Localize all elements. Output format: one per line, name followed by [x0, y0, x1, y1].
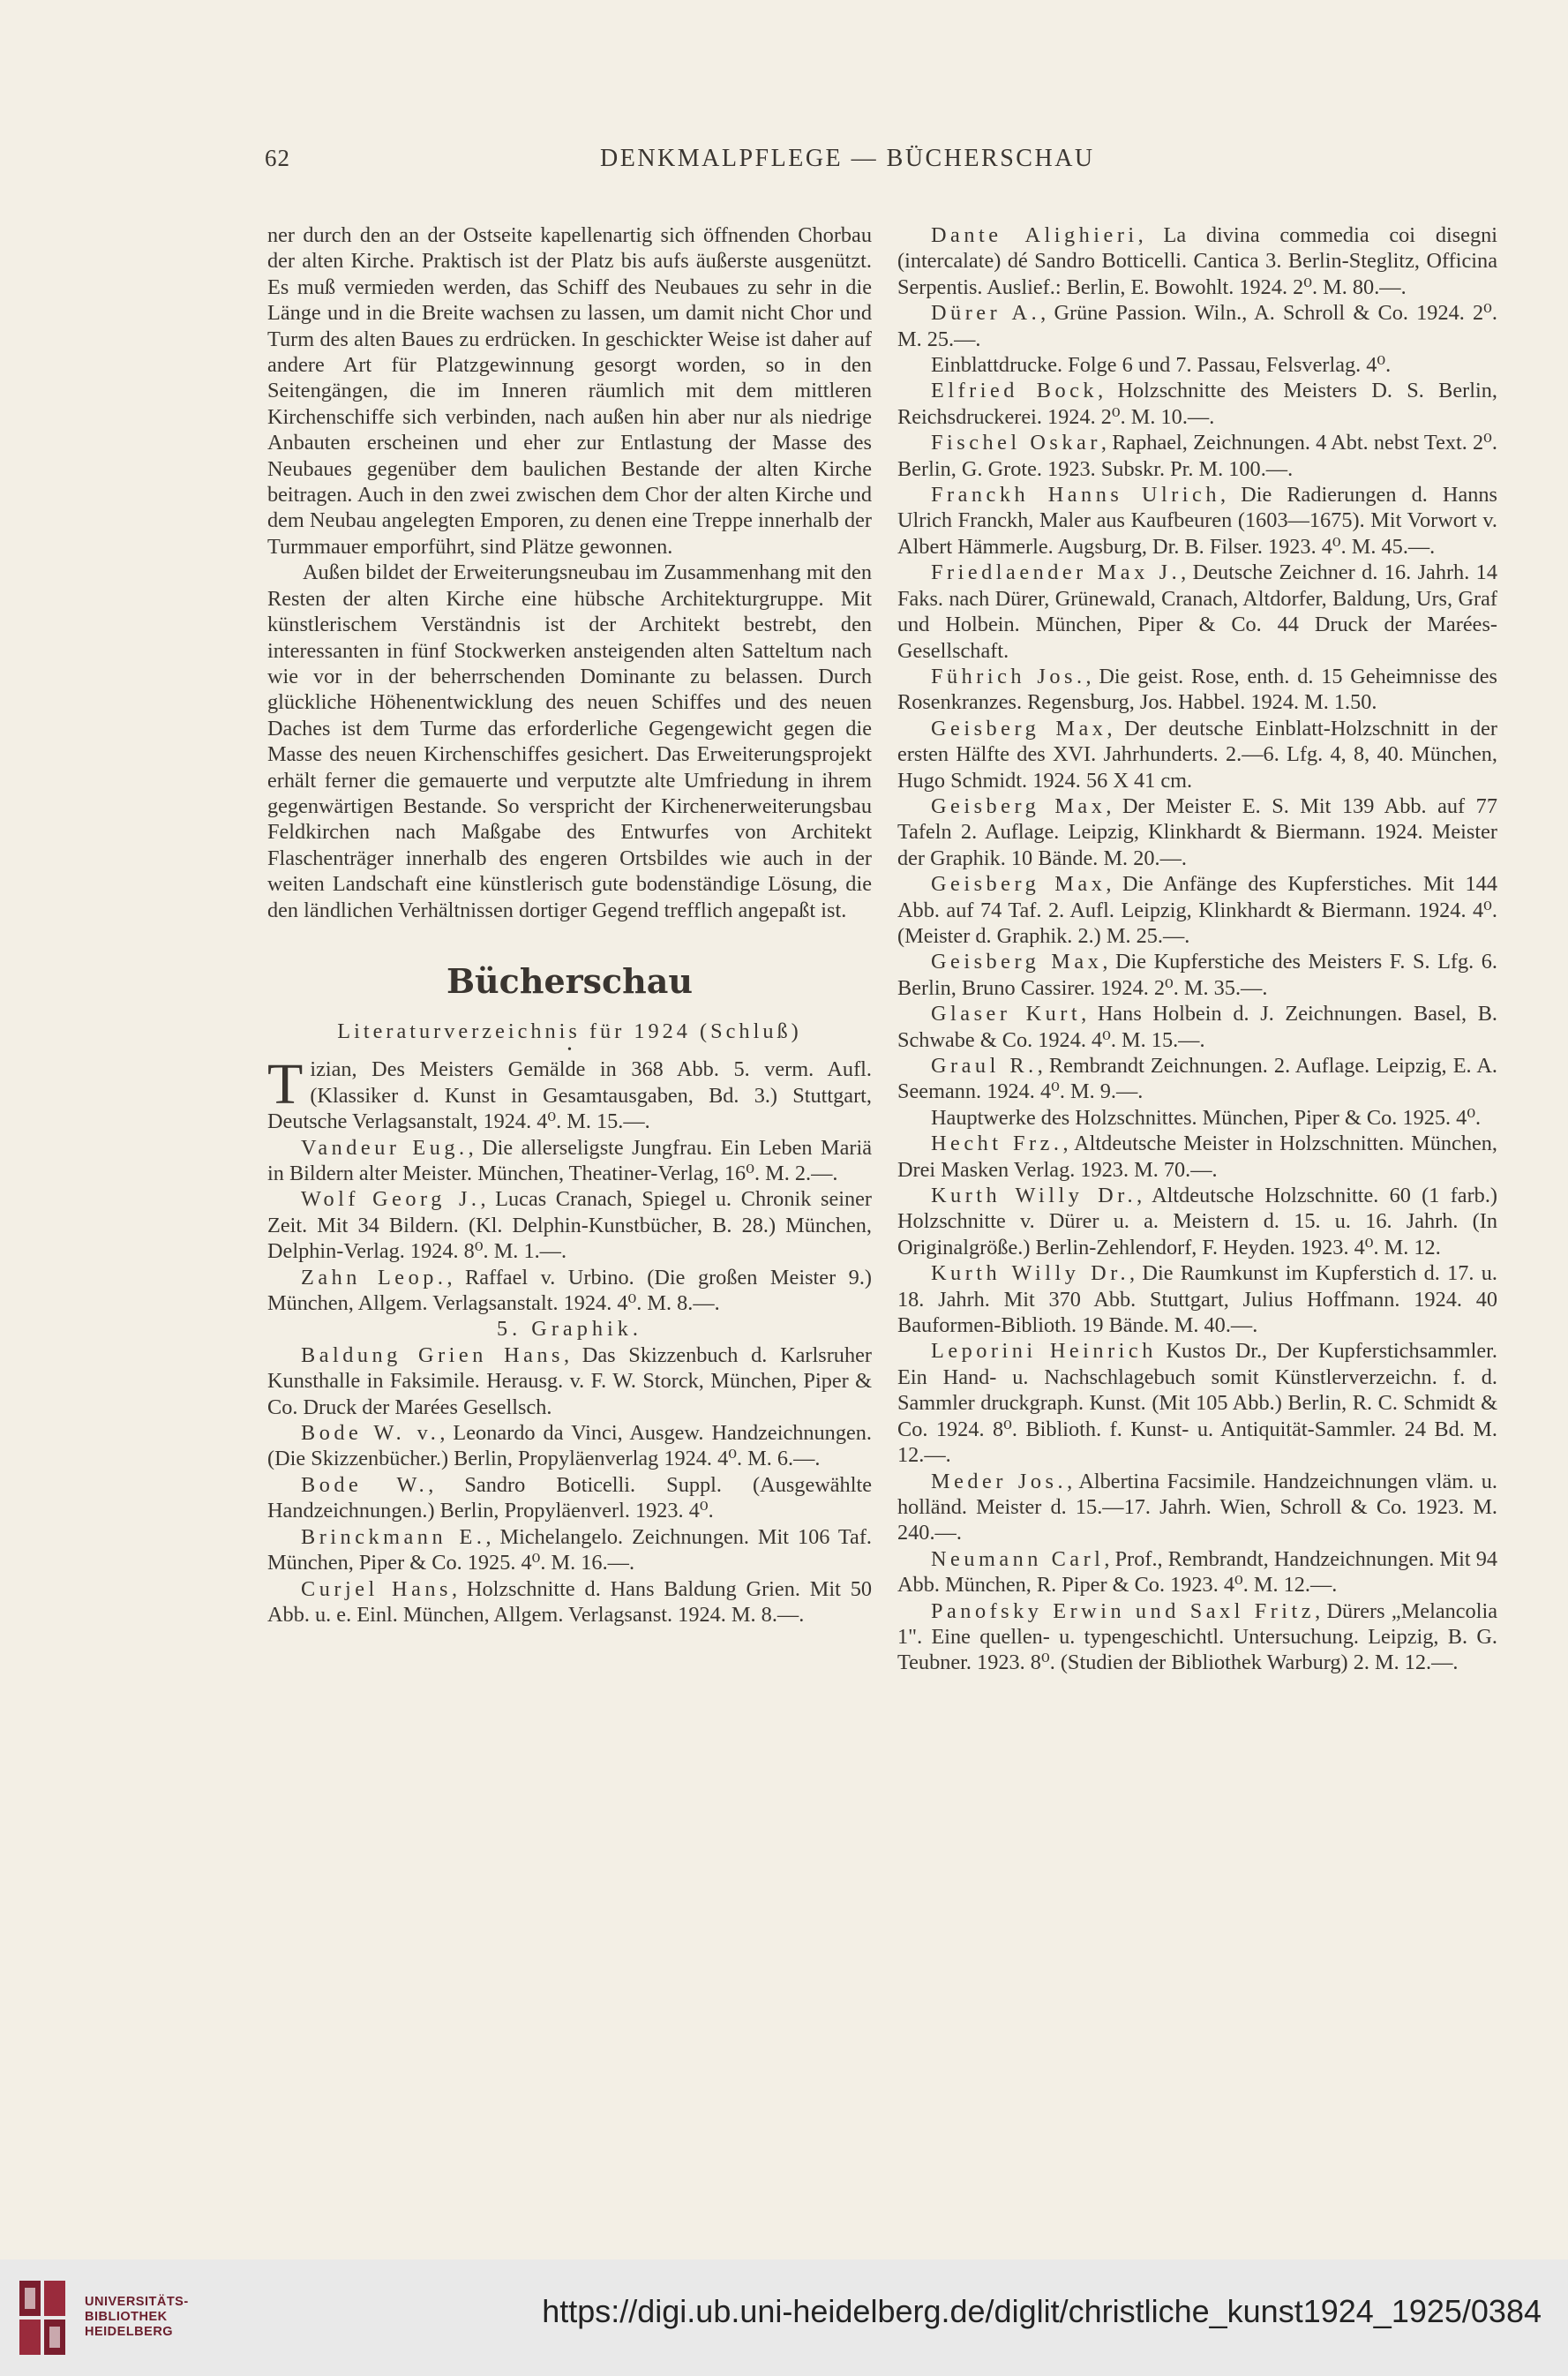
section-5-title: 5. Graphik.	[497, 1317, 642, 1342]
entry-text: , Das Skizzenbuch d. Karlsruher Kunsthalle in Faksimile. Herausg. v. F. W. Storck, München, Piper & Co. Druck der Marées Gesellsch.	[267, 1342, 872, 1419]
entry-author: Geisberg Max	[931, 872, 1107, 897]
entry-author: Hecht Frz.	[931, 1132, 1063, 1156]
bibliography-entry	[897, 1183, 1497, 1260]
bibliography-entry	[897, 352, 1497, 378]
entry-text: Einblattdrucke. Folge 6 und 7. Passau, Felsverlag. 4⁰.	[931, 353, 1392, 378]
bibliography-entry	[267, 1420, 872, 1472]
bibliography-entry	[897, 716, 1497, 793]
entry-author: Baldung Grien Hans	[301, 1342, 565, 1367]
bibliography-entry	[897, 1131, 1497, 1183]
entry-text: , Die Raumkunst im Kupferstich d. 17. u. 18. Jahrh. Mit 370 Abb. Stuttgart, Julius Hoffmann. 1924. 40 Bauformen-Biblioth. 19 Bände. M. 40.—.	[897, 1261, 1498, 1338]
bibliography-entry	[897, 664, 1497, 716]
entry-author: Franckh Hanns Ulrich	[931, 483, 1220, 508]
entry-text: , Die allerseligste Jungfrau. Ein Leben Mariä in Bildern alter Meister. München, Theatiner-Verlag, 16⁰. M. 2.—.	[267, 1135, 872, 1185]
entry-text: , Die geist. Rose, enth. d. 15 Geheimnisse des Rosenkranzes. Regensburg, Jos. Habbel. 1924. M. 1.50.	[897, 664, 1497, 715]
entry-text: , Raphael, Zeichnungen. 4 Abt. nebst Text. 2⁰. Berlin, G. Grote. 1923. Subskr. Pr. M. 100.—.	[897, 431, 1497, 481]
entry-author: Glaser Kurt	[931, 1002, 1082, 1026]
entry-text: , Sandro Boticelli. Suppl. (Ausgewählte Handzeichnungen.) Berlin, Propyläenverl. 1923. 4⁰.	[267, 1472, 872, 1523]
entry-author: Kurth Willy Dr.	[931, 1184, 1137, 1208]
entry-text: , Altdeutsche Meister in Holzschnitten. München, Drei Masken Verlag. 1923. M. 70.—.	[897, 1132, 1497, 1182]
entry-author: Panofsky Erwin und Saxl Fritz	[931, 1598, 1316, 1623]
bibliography-entry	[267, 1342, 872, 1420]
entry-author: Dante Alighieri	[931, 223, 1138, 247]
entry-text: , Der Meister E. S. Mit 139 Abb. auf 77 Tafeln 2. Auflage. Leipzig, Klinkhardt & Biermann. 1924. Meister der Graphik. 10 Bände. M. 20.—.	[897, 793, 1497, 870]
bibliography-entry	[897, 1001, 1497, 1053]
entry-text: , Albertina Facsimile. Handzeichnungen vläm. u. holländ. Meister d. 15.—17. Jahrh. Wien, Schroll & Co. 1923. M. 240.—.	[897, 1469, 1498, 1545]
entry-author: Wolf Georg J.	[301, 1187, 481, 1212]
entry-author: Curjel Hans	[301, 1576, 452, 1601]
entry-text: , Grüne Passion. Wiln., A. Schroll & Co. 1924. 2⁰. M. 25.—.	[897, 301, 1497, 351]
entry-author: Vandeur Eug.	[301, 1135, 469, 1160]
bibliography-entry	[267, 1576, 872, 1628]
page-number: 62	[265, 145, 290, 171]
entry-author: Meder Jos.	[931, 1469, 1068, 1493]
bibliography-entry	[897, 1338, 1497, 1468]
entry-text: , Dürers „Melancolia 1". Eine quellen- u. typengeschichtl. Untersuchung. Leipzig, B. G. Teubner. 1923. 8⁰. (Studien der Bibliothek Warburg) 2. M. 12.—.	[897, 1598, 1497, 1675]
bibliography-entry	[267, 1135, 872, 1187]
entry-text: , La divina commedia coi disegni (intercalate) dé Sandro Botticelli. Cantica 3. Berlin-Steglitz, Officina Serpentis. Auslief.: Berlin, E. Bowohlt. 1924. 2⁰. M. 80.—.	[897, 223, 1498, 299]
entry-text: Kustos Dr., Der Kupferstichsammler. Ein Hand- u. Nachschlagebuch somit Künstlerverzeichn. f. d. Sammler druckgraph. Kunst. (Mit 105 Abb.) Berlin, R. C. Schmidt & Co. 1924. 8⁰. Biblioth. f. Kunst- u. Antiquität-Sammler. 24 Bd. M. 12.—.	[897, 1339, 1497, 1468]
entry-author: Elfried Bock	[931, 379, 1099, 403]
entry-text: , Raffael v. Urbino. (Die großen Meister 9.) München, Allgem. Verlagsanstalt. 1924. 4⁰. M. 8.—.	[267, 1265, 872, 1316]
footer-bar	[0, 2259, 1568, 2376]
paragraph: Außen bildet der Erweiterungsneubau im Zusammenhang mit den Resten der alten Kirche eine hübsche Architekturgruppe. Mit künstlerischem Verständnis ist der Architekt bestrebt, den interessanten in fünf Stockwerken ansteigenden alten Satteltum nach wie vor in der beherrschenden Dominante zu belassen. Durch glückliche Höhenentwicklung des neuen Schiffes und des neuen Daches ist dem Turme das erforderliche Gegengewicht gegen die Masse des neuen Kirchenschiffes gesichert. Das Erweiterungsprojekt erhält ferner die gemauerte und verputzte alte Umfriedung in ihrem gegenwärtigen Bestande. So verspricht der Kirchenerweiterungsbau Feldkirchen nach Maßgabe des Entwurfes von Architekt Flaschenträger innerhalb des engeren Ortsbildes wie auch in der weiten Landschaft eine künstlerisch gute bodenständige Lösung, die den ländlichen Verhältnissen dortiger Gegend trefflich angepaßt ist.	[267, 560, 872, 922]
entry-author: Graul R.	[931, 1054, 1038, 1078]
entry-text: izian, Des Meisters Gemälde in 368 Abb. 5. verm. Aufl. (Klassiker d. Kunst in Gesamtausgaben, Bd. 3.) Stuttgart, Deutsche Verlagsanstalt, 1924. 4⁰. M. 15.—.	[267, 1057, 872, 1134]
entry-author: Geisberg Max	[931, 793, 1107, 818]
entry-text: , Der deutsche Einblatt-Holzschnitt in der ersten Hälfte des XVI. Jahrhunderts. 2.—6. Lfg. 4, 8, 40. München, Hugo Schmidt. 1924. 56 X 41 cm.	[897, 716, 1497, 793]
entry-text: , Altdeutsche Holzschnitte. 60 (1 farb.) Holzschnitte v. Dürer u. a. Meistern d. 15. u. 16. Jahrh. (In Originalgröße.) Berlin-Zehlendorf, F. Heyden. 1923. 4⁰. M. 12.	[897, 1184, 1497, 1259]
library-name-line: HEIDELBERG	[85, 2325, 174, 2339]
drop-cap: T	[267, 1052, 304, 1117]
entry-author: Leporini Heinrich	[931, 1339, 1157, 1364]
bibliography-entry	[897, 949, 1497, 1001]
entry-text: , Rembrandt Zeichnungen. 2. Auflage. Leipzig, E. A. Seemann. 1924. 4⁰. M. 9.—.	[897, 1054, 1497, 1104]
entry-text: , Michelangelo. Zeichnungen. Mit 106 Taf. München, Piper & Co. 1925. 4⁰. M. 16.—.	[267, 1524, 872, 1575]
bibliography-entry	[897, 1546, 1497, 1598]
entries-list-right	[897, 222, 1497, 1676]
bibliography-entry	[267, 1265, 872, 1317]
library-logo-icon	[18, 2279, 71, 2357]
entry-author: Zahn Leop.	[301, 1265, 447, 1290]
library-name	[85, 2295, 189, 2340]
bibliography-entry	[897, 482, 1497, 560]
bibliography-entry	[897, 1053, 1497, 1105]
left-column	[267, 222, 872, 1628]
section-heading: Bücherschau	[446, 960, 694, 1001]
entry-author: Neumann Carl	[931, 1546, 1105, 1571]
bibliography-entry	[267, 1524, 872, 1576]
bibliography-entry	[267, 1186, 872, 1264]
entry-text: , Deutsche Zeichner d. 16. Jahrh. 14 Faks. nach Dürer, Grünewald, Cranach, Altdorfer, Baldung, Urs, Graf und Holbein. München, Piper & Co. 44 Druck der Marées-Gesellschaft.	[897, 560, 1497, 663]
first-entry	[267, 1052, 872, 1134]
paragraph: ner durch den an der Ostseite kapellenartig sich öffnenden Chorbau der alten Kirche. Praktisch ist der Platz bis aufs äußerste ausgenützt. Es muß vermieden werden, das Schiff des Neubaues zu sehr in die Länge und in die Breite wachsen zu lassen, um damit nicht Chor und Turm des alten Baues zu erdrücken. In geschickter Weise ist daher auf andere Art für Platzgewinnung gesorgt worden, so in den Seitengängen, die im Inneren räumlich mit dem mittleren Kirchenschiffe sich verbinden, nach außen hin aber nur als niedrige Anbauten erscheinen und eher zur Entlastung der Masse des Neubaues gegenüber dem baulichen Bestande der alten Kirche beitragen. Auch in den zwei zwischen dem Chor der alten Kirche und dem Neubau angelegten Emporen, zu denen eine Treppe innerhalb der Turmmauer emporführt, sind Plätze gewonnen.	[267, 223, 872, 559]
entry-author: Geisberg Max	[931, 950, 1103, 974]
bibliography-entry	[897, 222, 1497, 300]
running-title: DENKMALPFLEGE — BÜCHERSCHAU	[600, 145, 1095, 172]
subheading: Literaturverzeichnis für 1924 (Schluß)	[337, 1019, 802, 1043]
right-column	[897, 222, 1497, 1676]
entry-text: , Hans Holbein d. J. Zeichnungen. Basel, B. Schwabe & Co. 1924. 4⁰. M. 15.—.	[897, 1002, 1497, 1052]
bibliography-entry	[897, 300, 1497, 352]
entries-list-a	[267, 1135, 872, 1317]
bibliography-entry	[897, 871, 1497, 949]
entry-author: Fischel Oskar	[931, 431, 1101, 455]
entry-text: , Die Radierungen d. Hanns Ulrich Franckh, Maler aus Kaufbeuren (1603—1675). Mit Vorwort v. Albert Hämmerle. Augsburg, Dr. B. Filser. 1923. 4⁰. M. 45.—.	[897, 483, 1497, 559]
library-name-line: UNIVERSITÄTS-	[85, 2295, 189, 2309]
bibliography-entry	[897, 1598, 1497, 1676]
entry-text: , Holzschnitte d. Hans Baldung Grien. Mit 50 Abb. u. e. Einl. München, Allgem. Verlagsanst. 1924. M. 8.—.	[267, 1576, 872, 1627]
entry-author: Bode W. v.	[301, 1421, 440, 1446]
bibliography-entry	[897, 793, 1497, 871]
entry-text: Hauptwerke des Holzschnittes. München, Piper & Co. 1925. 4⁰.	[931, 1105, 1482, 1130]
entry-author: Bode W.	[301, 1472, 429, 1497]
bibliography-entry	[897, 560, 1497, 664]
entry-author: Führich Jos.	[931, 664, 1086, 688]
bibliography-entry	[897, 1260, 1497, 1338]
bibliography-entry	[897, 1469, 1497, 1546]
entry-text: , Prof., Rembrandt, Handzeichnungen. Mit 94 Abb. München, R. Piper & Co. 1923. 4⁰. M. 12.—.	[897, 1546, 1497, 1598]
entry-text: , Lucas Cranach, Spiegel u. Chronik seiner Zeit. Mit 34 Bildern. (Kl. Delphin-Kunstbücher, B. 28.) München, Delphin-Verlag. 1924. 8⁰. M. 1.—.	[267, 1187, 872, 1264]
bibliography-entry	[897, 430, 1497, 482]
bibliography-entry	[267, 1472, 872, 1524]
bibliography-entry	[897, 1105, 1497, 1131]
entry-text: , Die Anfänge des Kupferstiches. Mit 144 Abb. auf 74 Taf. 2. Aufl. Leipzig, Klinkhardt & Biermann. 1924. 4⁰. (Meister d. Graphik. 2.) M. 25.—.	[897, 872, 1497, 948]
entry-text: , Die Kupferstiche des Meisters F. S. Lfg. 6. Berlin, Bruno Cassirer. 1924. 2⁰. M. 35.—.	[897, 950, 1497, 1000]
entry-author: Kurth Willy Dr.	[931, 1261, 1130, 1286]
entries-list-b	[267, 1342, 872, 1628]
library-name-line: BIBLIOTHEK	[85, 2310, 168, 2324]
entry-author: Geisberg Max	[931, 716, 1107, 741]
bibliography-entry	[897, 378, 1497, 430]
entry-text: , Holzschnitte des Meisters D. S. Berlin, Reichsdruckerei. 1924. 2⁰. M. 10.—.	[897, 379, 1497, 429]
entry-author: Brinckmann E.	[301, 1524, 486, 1549]
entry-author: Dürer A.	[931, 301, 1041, 326]
entry-author: Friedlaender Max J.	[931, 560, 1182, 585]
source-url-link[interactable]: https://digi.ub.uni-heidelberg.de/diglit/christliche_kunst1924_1925/0384	[542, 2293, 1542, 2329]
entry-text: , Leonardo da Vinci, Ausgew. Handzeichnungen. (Die Skizzenbücher.) Berlin, Propyläenverlag 1924. 4⁰. M. 6.—.	[267, 1421, 872, 1471]
ornament: •	[567, 1043, 572, 1057]
